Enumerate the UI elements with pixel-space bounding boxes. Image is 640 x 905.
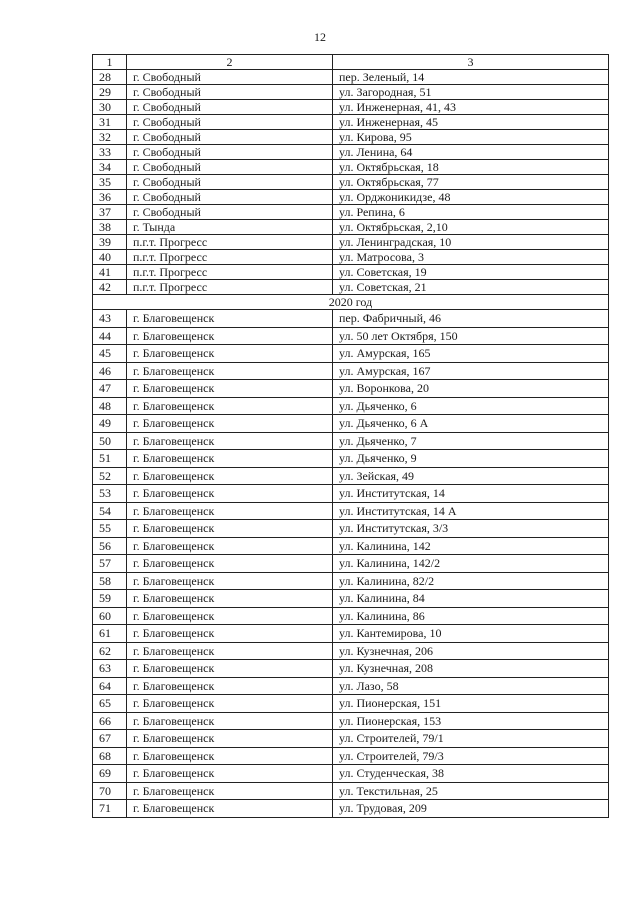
- locality-cell: г. Свободный: [127, 115, 333, 130]
- page-number: 12: [314, 30, 326, 44]
- table-row: [93, 190, 609, 205]
- table-row: [93, 747, 609, 765]
- row-number: 45: [93, 345, 127, 363]
- row-number: 36: [93, 190, 127, 205]
- address-cell: ул. Кантемирова, 10: [333, 625, 609, 643]
- locality-cell: г. Благовещенск: [127, 520, 333, 538]
- row-number: 48: [93, 397, 127, 415]
- column-header-number: 1: [93, 55, 127, 70]
- locality-cell: г. Благовещенск: [127, 502, 333, 520]
- row-number: 70: [93, 782, 127, 800]
- address-cell: ул. Калинина, 84: [333, 590, 609, 608]
- table-row: [93, 730, 609, 748]
- row-number: 61: [93, 625, 127, 643]
- address-cell: ул. Кирова, 95: [333, 130, 609, 145]
- locality-cell: г. Свободный: [127, 130, 333, 145]
- locality-cell: г. Благовещенск: [127, 625, 333, 643]
- row-number: 69: [93, 765, 127, 783]
- address-cell: ул. Инженерная, 41, 43: [333, 100, 609, 115]
- row-number: 35: [93, 175, 127, 190]
- address-cell: ул. Кузнечная, 208: [333, 660, 609, 678]
- table-row: [93, 712, 609, 730]
- row-number: 40: [93, 250, 127, 265]
- table-row: [93, 537, 609, 555]
- address-cell: ул. Дьяченко, 9: [333, 450, 609, 468]
- table-row: [93, 782, 609, 800]
- address-cell: пер. Фабричный, 46: [333, 310, 609, 328]
- locality-cell: г. Свободный: [127, 160, 333, 175]
- address-cell: ул. Октябрьская, 2,10: [333, 220, 609, 235]
- table-row: [93, 235, 609, 250]
- table-row: [93, 450, 609, 468]
- address-cell: ул. Калинина, 82/2: [333, 572, 609, 590]
- address-cell: ул. Инженерная, 45: [333, 115, 609, 130]
- locality-cell: г. Благовещенск: [127, 537, 333, 555]
- row-number: 49: [93, 415, 127, 433]
- table-body: [93, 55, 609, 818]
- table-row: [93, 362, 609, 380]
- table-row: [93, 415, 609, 433]
- row-number: 44: [93, 327, 127, 345]
- address-cell: ул. Калинина, 142: [333, 537, 609, 555]
- address-cell: ул. Советская, 19: [333, 265, 609, 280]
- row-number: 53: [93, 485, 127, 503]
- locality-cell: г. Благовещенск: [127, 747, 333, 765]
- row-number: 50: [93, 432, 127, 450]
- table-row: [93, 642, 609, 660]
- locality-cell: г. Благовещенск: [127, 327, 333, 345]
- row-number: 66: [93, 712, 127, 730]
- address-cell: ул. Пионерская, 153: [333, 712, 609, 730]
- table-row: [93, 397, 609, 415]
- table-row: [93, 590, 609, 608]
- row-number: 47: [93, 380, 127, 398]
- table-row: [93, 70, 609, 85]
- locality-cell: г. Благовещенск: [127, 467, 333, 485]
- table-row: [93, 380, 609, 398]
- locality-cell: п.г.т. Прогресс: [127, 280, 333, 295]
- table-row: [93, 205, 609, 220]
- address-cell: ул. Строителей, 79/3: [333, 747, 609, 765]
- address-cell: ул. Орджоникидзе, 48: [333, 190, 609, 205]
- table-row: [93, 520, 609, 538]
- row-number: 52: [93, 467, 127, 485]
- header-row: [93, 55, 609, 70]
- table-row: [93, 310, 609, 328]
- address-cell: ул. Октябрьская, 18: [333, 160, 609, 175]
- row-number: 67: [93, 730, 127, 748]
- locality-cell: г. Благовещенск: [127, 590, 333, 608]
- row-number: 29: [93, 85, 127, 100]
- table-row: [93, 345, 609, 363]
- table-row: [93, 85, 609, 100]
- locality-cell: п.г.т. Прогресс: [127, 250, 333, 265]
- locality-cell: г. Благовещенск: [127, 345, 333, 363]
- locality-cell: г. Свободный: [127, 205, 333, 220]
- address-cell: ул. Репина, 6: [333, 205, 609, 220]
- year-section-row: [93, 295, 609, 310]
- address-cell: ул. Институтская, 3/3: [333, 520, 609, 538]
- table-row: [93, 695, 609, 713]
- row-number: 71: [93, 800, 127, 818]
- table-row: [93, 467, 609, 485]
- table-row: [93, 572, 609, 590]
- locality-cell: г. Благовещенск: [127, 555, 333, 573]
- table-row: [93, 115, 609, 130]
- column-header-address: 3: [333, 55, 609, 70]
- locality-cell: г. Благовещенск: [127, 485, 333, 503]
- address-cell: ул. Институтская, 14: [333, 485, 609, 503]
- locality-cell: г. Благовещенск: [127, 677, 333, 695]
- row-number: 62: [93, 642, 127, 660]
- row-number: 28: [93, 70, 127, 85]
- table-row: [93, 175, 609, 190]
- address-cell: ул. Зейская, 49: [333, 467, 609, 485]
- table-row: [93, 250, 609, 265]
- locality-cell: г. Благовещенск: [127, 712, 333, 730]
- table-row: [93, 485, 609, 503]
- address-cell: ул. Текстильная, 25: [333, 782, 609, 800]
- table-row: [93, 265, 609, 280]
- table-row: [93, 432, 609, 450]
- row-number: 38: [93, 220, 127, 235]
- address-cell: ул. Кузнечная, 206: [333, 642, 609, 660]
- table-row: [93, 100, 609, 115]
- column-header-locality: 2: [127, 55, 333, 70]
- address-cell: ул. Пионерская, 151: [333, 695, 609, 713]
- row-number: 68: [93, 747, 127, 765]
- row-number: 59: [93, 590, 127, 608]
- row-number: 51: [93, 450, 127, 468]
- row-number: 34: [93, 160, 127, 175]
- address-cell: ул. Дьяченко, 6: [333, 397, 609, 415]
- locality-cell: г. Благовещенск: [127, 572, 333, 590]
- row-number: 41: [93, 265, 127, 280]
- table-row: [93, 327, 609, 345]
- table-row: [93, 130, 609, 145]
- locality-cell: г. Свободный: [127, 190, 333, 205]
- table-row: [93, 625, 609, 643]
- table-row: [93, 800, 609, 818]
- row-number: 39: [93, 235, 127, 250]
- locality-cell: г. Свободный: [127, 100, 333, 115]
- table-row: [93, 765, 609, 783]
- locality-cell: г. Благовещенск: [127, 800, 333, 818]
- row-number: 32: [93, 130, 127, 145]
- address-cell: ул. Амурская, 167: [333, 362, 609, 380]
- address-cell: ул. Амурская, 165: [333, 345, 609, 363]
- address-cell: ул. Ленина, 64: [333, 145, 609, 160]
- row-number: 57: [93, 555, 127, 573]
- row-number: 43: [93, 310, 127, 328]
- table-row: [93, 160, 609, 175]
- table-row: [93, 502, 609, 520]
- address-table: [92, 54, 609, 818]
- locality-cell: г. Благовещенск: [127, 782, 333, 800]
- locality-cell: г. Тында: [127, 220, 333, 235]
- locality-cell: г. Благовещенск: [127, 450, 333, 468]
- locality-cell: г. Благовещенск: [127, 397, 333, 415]
- row-number: 37: [93, 205, 127, 220]
- row-number: 46: [93, 362, 127, 380]
- row-number: 54: [93, 502, 127, 520]
- address-cell: ул. 50 лет Октября, 150: [333, 327, 609, 345]
- locality-cell: г. Благовещенск: [127, 310, 333, 328]
- locality-cell: г. Свободный: [127, 145, 333, 160]
- address-cell: ул. Лазо, 58: [333, 677, 609, 695]
- locality-cell: г. Благовещенск: [127, 730, 333, 748]
- address-cell: ул. Дьяченко, 6 А: [333, 415, 609, 433]
- row-number: 55: [93, 520, 127, 538]
- address-cell: ул. Советская, 21: [333, 280, 609, 295]
- locality-cell: г. Свободный: [127, 70, 333, 85]
- address-cell: ул. Загородная, 51: [333, 85, 609, 100]
- row-number: 58: [93, 572, 127, 590]
- locality-cell: п.г.т. Прогресс: [127, 235, 333, 250]
- row-number: 56: [93, 537, 127, 555]
- row-number: 60: [93, 607, 127, 625]
- address-cell: ул. Октябрьская, 77: [333, 175, 609, 190]
- row-number: 30: [93, 100, 127, 115]
- address-cell: ул. Воронкова, 20: [333, 380, 609, 398]
- table-row: [93, 220, 609, 235]
- table-row: [93, 145, 609, 160]
- locality-cell: г. Благовещенск: [127, 695, 333, 713]
- table-row: [93, 555, 609, 573]
- row-number: 64: [93, 677, 127, 695]
- row-number: 42: [93, 280, 127, 295]
- address-cell: ул. Калинина, 142/2: [333, 555, 609, 573]
- locality-cell: г. Благовещенск: [127, 362, 333, 380]
- table-row: [93, 280, 609, 295]
- row-number: 63: [93, 660, 127, 678]
- locality-cell: г. Благовещенск: [127, 607, 333, 625]
- locality-cell: г. Благовещенск: [127, 380, 333, 398]
- table-row: [93, 660, 609, 678]
- row-number: 65: [93, 695, 127, 713]
- locality-cell: г. Благовещенск: [127, 660, 333, 678]
- address-cell: ул. Ленинградская, 10: [333, 235, 609, 250]
- locality-cell: п.г.т. Прогресс: [127, 265, 333, 280]
- locality-cell: г. Свободный: [127, 175, 333, 190]
- address-cell: ул. Институтская, 14 А: [333, 502, 609, 520]
- address-cell: ул. Дьяченко, 7: [333, 432, 609, 450]
- locality-cell: г. Благовещенск: [127, 765, 333, 783]
- table-row: [93, 677, 609, 695]
- address-cell: ул. Студенческая, 38: [333, 765, 609, 783]
- address-cell: пер. Зеленый, 14: [333, 70, 609, 85]
- address-cell: ул. Матросова, 3: [333, 250, 609, 265]
- locality-cell: г. Благовещенск: [127, 415, 333, 433]
- address-cell: ул. Строителей, 79/1: [333, 730, 609, 748]
- address-cell: ул. Калинина, 86: [333, 607, 609, 625]
- locality-cell: г. Благовещенск: [127, 432, 333, 450]
- locality-cell: г. Свободный: [127, 85, 333, 100]
- row-number: 33: [93, 145, 127, 160]
- locality-cell: г. Благовещенск: [127, 642, 333, 660]
- table-row: [93, 607, 609, 625]
- row-number: 31: [93, 115, 127, 130]
- address-cell: ул. Трудовая, 209: [333, 800, 609, 818]
- year-label: 2020 год: [93, 295, 609, 310]
